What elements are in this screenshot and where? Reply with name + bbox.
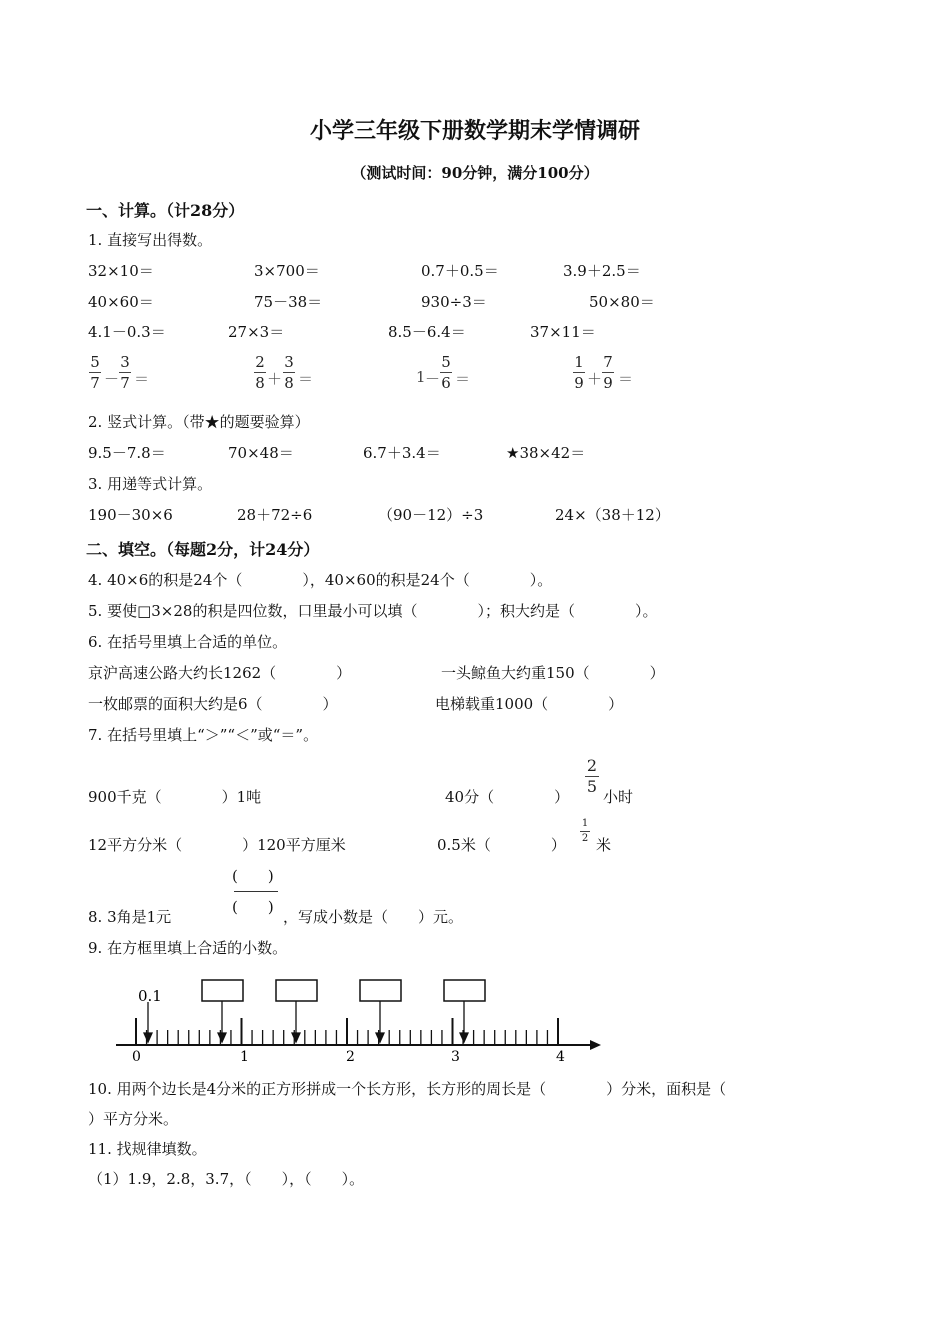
fraction: 5 7 <box>90 353 100 392</box>
q1-item: 27×3＝ <box>228 323 285 341</box>
q1-item: 3×700＝ <box>254 262 320 280</box>
fraction: 2 8 <box>255 353 265 392</box>
arrow <box>144 1001 468 1042</box>
operator: － <box>104 370 120 388</box>
fraction: 2 5 <box>586 756 598 796</box>
fraction: 1 2 <box>581 818 589 844</box>
q1-item: 50×80＝ <box>589 293 655 311</box>
q1-item: 4.1－0.3＝ <box>88 323 166 341</box>
question-8-prefix: 8. 3角是1元 <box>88 908 172 926</box>
answer-box[interactable] <box>444 980 485 1001</box>
tick-label: 0 <box>132 1049 141 1065</box>
section-heading-fill-in: 二、填空。（每题2分，计24分） <box>86 540 320 559</box>
q1-item: 8.5－6.4＝ <box>388 323 466 341</box>
tick-label: 3 <box>451 1049 460 1065</box>
q2-item: 6.7＋3.4＝ <box>363 444 441 462</box>
question-8-suffix: ，写成小数是（ ）元。 <box>283 908 464 926</box>
q7-item: 12平方分米（ ）120平方厘米 <box>88 836 346 854</box>
question-7-label: 7. 在括号里填上“＞”“＜”或“＝”。 <box>88 726 319 744</box>
q2-item: 9.5－7.8＝ <box>88 444 166 462</box>
tick-label: 4 <box>556 1049 565 1065</box>
answer-box[interactable] <box>202 980 243 1001</box>
q1-item: 32×10＝ <box>88 262 154 280</box>
q3-item: 28＋72÷6 <box>237 506 313 524</box>
fraction: 3 8 <box>284 353 294 392</box>
fraction-bar <box>234 891 278 892</box>
q3-item: 190－30×6 <box>88 506 173 524</box>
fraction-blank-denominator: ( ) <box>232 898 274 916</box>
answer-box[interactable] <box>360 980 401 1001</box>
q2-item: ★38×42＝ <box>506 444 586 462</box>
question-3-label: 3. 用递等式计算。 <box>88 475 213 493</box>
operator: ＋ <box>587 370 603 388</box>
equals-sign: ＝ <box>455 370 471 388</box>
question-2-label: 2. 竖式计算。（带★的题要验算） <box>88 413 310 431</box>
q7-unit: 小时 <box>603 788 634 806</box>
q7-item: 900千克（ ）1吨 <box>88 788 262 806</box>
q1-item: 930÷3＝ <box>421 293 487 311</box>
fraction: 5 6 <box>441 353 451 392</box>
question-5: 5. 要使□3×28的积是四位数，口里最小可以填（ ）；积大约是（ ）。 <box>88 602 658 620</box>
q1-item: 0.7＋0.5＝ <box>421 262 499 280</box>
q6-item: 电梯载重1000（ ） <box>435 695 624 713</box>
q3-item: 24×（38＋12） <box>555 506 670 524</box>
question-11-item-1: （1）1.9，2.8，3.7，（ ），（ ）。 <box>88 1170 365 1188</box>
section-heading-calculation: 一、计算。（计28分） <box>86 201 245 220</box>
q3-item: （90－12）÷3 <box>378 506 484 524</box>
q7-unit: 米 <box>596 836 612 854</box>
equals-sign: ＝ <box>618 370 634 388</box>
equals-sign: ＝ <box>298 370 314 388</box>
marker-label: 0.1 <box>138 987 162 1005</box>
question-10-line-1: 10. 用两个边长是4分米的正方形拼成一个长方形，长方形的周长是（ ）分米，面积是（ <box>88 1080 727 1098</box>
q1-item: 75－38＝ <box>254 293 323 311</box>
question-9-label: 9. 在方框里填上合适的小数。 <box>88 939 288 957</box>
fraction-blank-numerator: ( ) <box>232 867 274 885</box>
q1-item: 40×60＝ <box>88 293 154 311</box>
page-subtitle: （测试时间：90分钟，满分100分） <box>351 164 599 182</box>
number-line-figure <box>110 972 610 1067</box>
q7-item: 40分（ ） <box>445 788 570 806</box>
tick-label: 1 <box>240 1049 249 1065</box>
equals-sign: ＝ <box>134 370 150 388</box>
page-title: 小学三年级下册数学期末学情调研 <box>309 118 640 144</box>
tick-label: 2 <box>346 1049 355 1065</box>
operator: － <box>425 370 441 388</box>
q6-item: 京沪高速公路大约长1262（ ） <box>88 664 352 682</box>
q1-item: 3.9＋2.5＝ <box>563 262 641 280</box>
question-10-line-2: ）平方分米。 <box>88 1110 179 1128</box>
fraction: 7 9 <box>603 353 613 392</box>
fraction: 3 7 <box>120 353 130 392</box>
operator: ＋ <box>267 370 283 388</box>
question-11-label: 11. 找规律填数。 <box>88 1140 207 1158</box>
whole-number: 1 <box>416 368 426 386</box>
question-1-label: 1. 直接写出得数。 <box>88 231 213 249</box>
fraction: 1 9 <box>574 353 584 392</box>
q2-item: 70×48＝ <box>228 444 294 462</box>
answer-box[interactable] <box>276 980 317 1001</box>
question-6-label: 6. 在括号里填上合适的单位。 <box>88 633 288 651</box>
q1-item: 37×11＝ <box>530 323 596 341</box>
q6-item: 一枚邮票的面积大约是6（ ） <box>88 695 338 713</box>
q6-item: 一头鲸鱼大约重150（ ） <box>441 664 665 682</box>
q7-item: 0.5米（ ） <box>437 836 566 854</box>
question-4: 4. 40×6的积是24个（ ），40×60的积是24个（ ）。 <box>88 571 553 589</box>
